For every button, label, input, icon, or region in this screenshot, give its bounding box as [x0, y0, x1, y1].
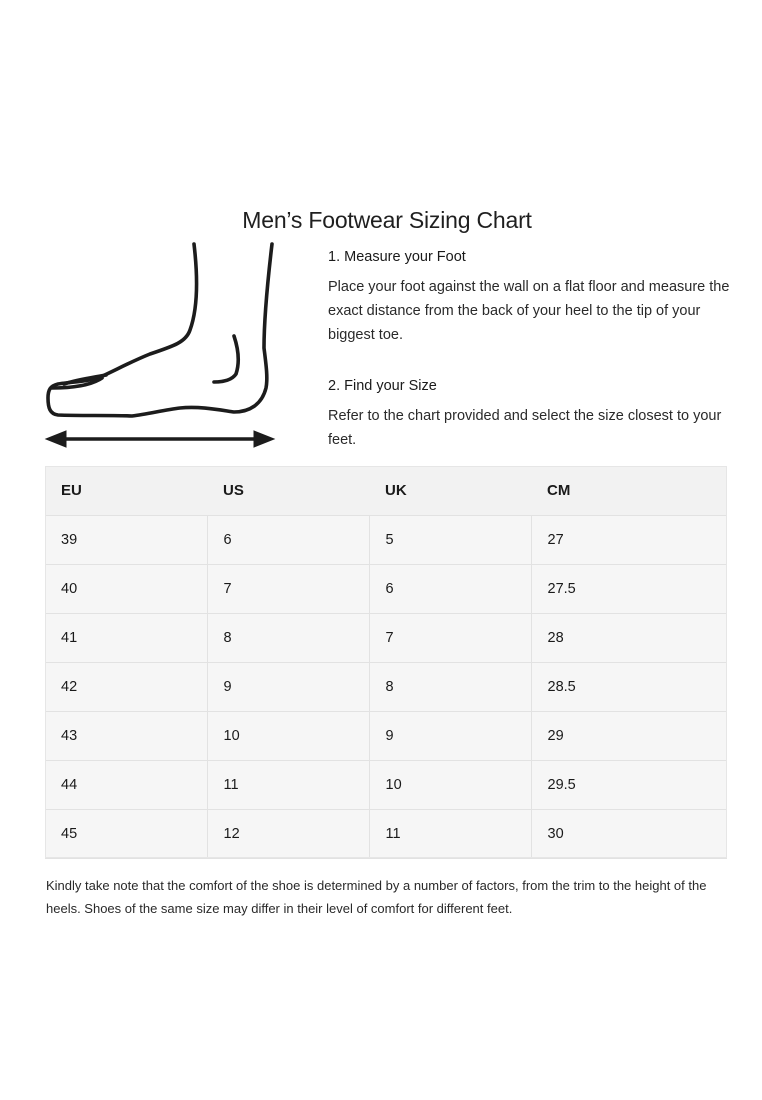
cell-uk: 8 [369, 663, 531, 712]
cell-eu: 41 [45, 614, 207, 663]
table-row [45, 565, 727, 614]
cell-uk: 10 [369, 761, 531, 810]
cell-uk: 5 [369, 516, 531, 565]
size-table [45, 466, 727, 859]
cell-us: 9 [207, 663, 369, 712]
cell-cm: 27 [531, 516, 727, 565]
cell-us: 12 [207, 810, 369, 859]
table-row [45, 712, 727, 761]
table-row [45, 614, 727, 663]
cell-eu: 42 [45, 663, 207, 712]
comfort-note: Kindly take note that the comfort of the shoe is determined by a number of factors, from the trim to the height of the heels. Shoes of the same size may differ in their level of comfort for different feet. [46, 878, 707, 916]
cell-cm: 28.5 [531, 663, 727, 712]
column-header-eu: EU [45, 466, 207, 516]
table-row [45, 761, 727, 810]
step-heading: 1. Measure your Foot [328, 249, 466, 265]
cell-eu: 44 [45, 761, 207, 810]
cell-cm: 29 [531, 712, 727, 761]
step-find-size [328, 377, 748, 452]
step-text: Refer to the chart provided and select the size closest to your feet. [328, 408, 722, 448]
foot-measurement-icon [40, 238, 280, 452]
step-heading: 2. Find your Size [328, 378, 437, 394]
cell-cm: 30 [531, 810, 727, 859]
table-row [45, 663, 727, 712]
instructions [328, 248, 748, 452]
cell-cm: 27.5 [531, 565, 727, 614]
cell-cm: 29.5 [531, 761, 727, 810]
cell-us: 8 [207, 614, 369, 663]
step-text: Place your foot against the wall on a flat floor and measure the exact distance from the back of your heel to the tip of your biggest toe. [328, 279, 730, 343]
cell-eu: 43 [45, 712, 207, 761]
cell-us: 6 [207, 516, 369, 565]
step-measure [328, 248, 748, 347]
page-title: Men’s Footwear Sizing Chart [242, 207, 532, 234]
cell-us: 11 [207, 761, 369, 810]
column-header-us: US [207, 466, 369, 516]
cell-us: 7 [207, 565, 369, 614]
table-row [45, 810, 727, 859]
cell-us: 10 [207, 712, 369, 761]
cell-eu: 45 [45, 810, 207, 859]
cell-uk: 9 [369, 712, 531, 761]
cell-uk: 7 [369, 614, 531, 663]
cell-cm: 28 [531, 614, 727, 663]
table-row [45, 516, 727, 565]
cell-uk: 6 [369, 565, 531, 614]
cell-eu: 39 [45, 516, 207, 565]
cell-uk: 11 [369, 810, 531, 859]
table-header-row [45, 466, 727, 516]
column-header-uk: UK [369, 466, 531, 516]
cell-eu: 40 [45, 565, 207, 614]
column-header-cm: CM [531, 466, 727, 516]
